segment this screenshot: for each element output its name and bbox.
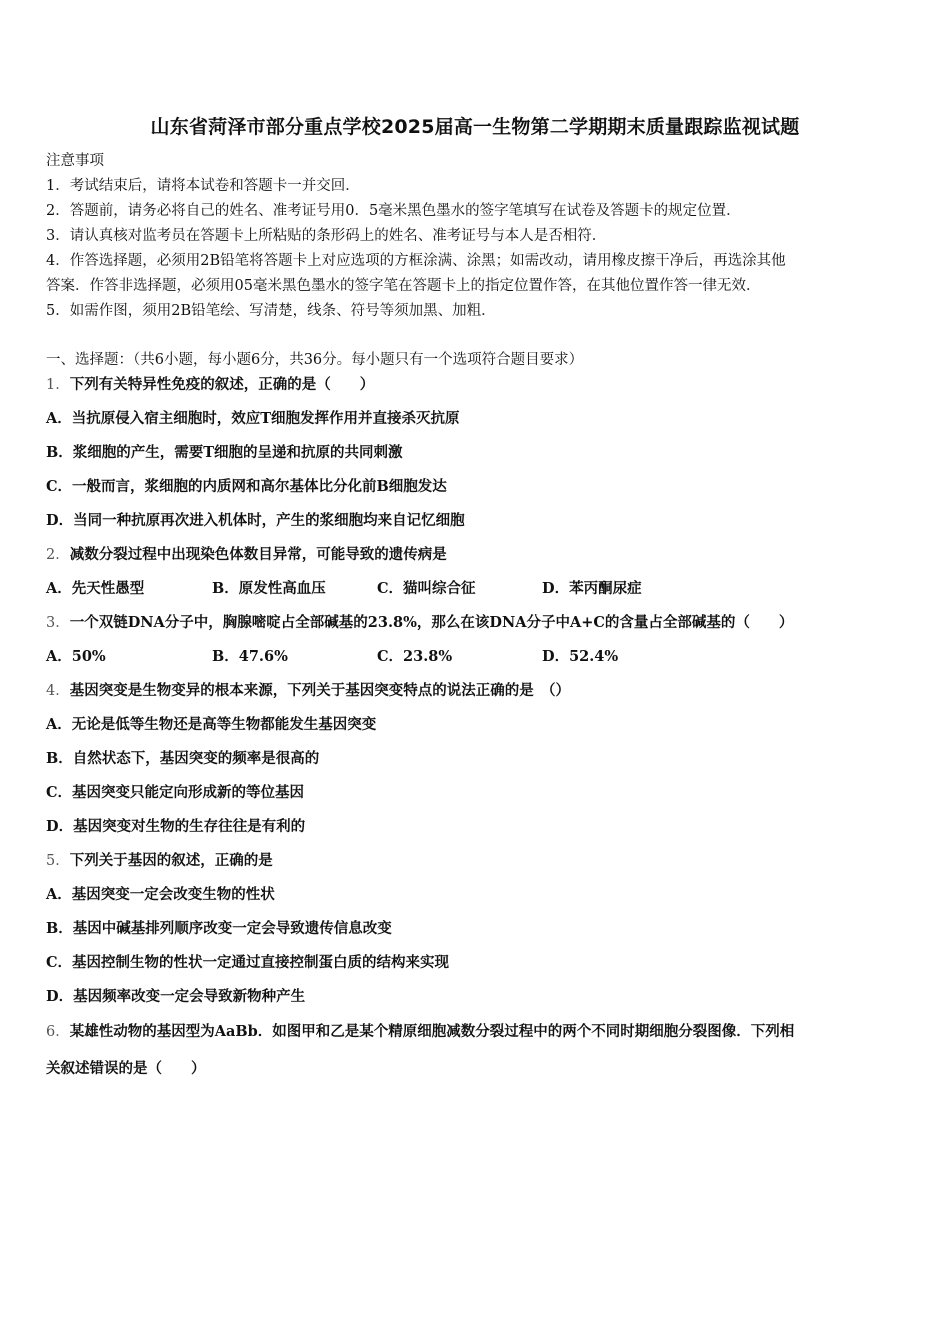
option: B．原发性高血压	[212, 580, 326, 597]
question-4	[46, 682, 570, 700]
question-number: 1．	[46, 377, 70, 393]
option: A．50%	[46, 648, 106, 665]
option: D．基因突变对生物的生存往往是有利的	[46, 818, 306, 835]
question-6	[46, 1023, 794, 1041]
notice-item: 3．请认真核对监考员在答题卡上所粘贴的条形码上的姓名、准考证号与本人是否相符．	[46, 228, 607, 244]
option: B．自然状态下，基因突变的频率是很高的	[46, 750, 320, 767]
option: C．23.8%	[377, 648, 453, 665]
question-2	[46, 546, 447, 564]
question-stem: 一个双链DNA分子中，胸腺嘧啶占全部碱基的23.8%，那么在该DNA分子中A+C的含量占全部碱基的（ ）	[69, 614, 794, 631]
question-stem: 某雄性动物的基因型为AaBb．如图甲和乙是某个精原细胞减数分裂过程中的两个不同时期细胞分裂图像．下列相	[69, 1023, 795, 1040]
question-stem: 减数分裂过程中出现染色体数目异常，可能导致的遗传病是	[69, 546, 447, 563]
option: D．当同一种抗原再次进入机体时，产生的浆细胞均来自记忆细胞	[46, 512, 465, 529]
question-number: 2．	[46, 547, 70, 563]
option: C．基因突变只能定向形成新的等位基因	[46, 784, 305, 801]
question-3	[46, 614, 793, 632]
question-stem-continued: 关叙述错误的是（ ）	[46, 1060, 206, 1077]
notice-heading: 注意事项	[46, 153, 104, 169]
notice-item: 1．考试结束后，请将本试卷和答题卡一并交回．	[46, 178, 360, 194]
option: D．基因频率改变一定会导致新物种产生	[46, 988, 306, 1005]
options-row	[46, 648, 906, 666]
option: C．基因控制生物的性状一定通过直接控制蛋白质的结构来实现	[46, 954, 450, 971]
question-number: 4．	[46, 683, 70, 699]
question-stem: 下列关于基因的叙述，正确的是	[69, 852, 273, 869]
options-row	[46, 580, 906, 598]
option: B．47.6%	[212, 648, 288, 665]
question-number: 5．	[46, 853, 70, 869]
option: A．先天性愚型	[46, 580, 145, 597]
option: D．苯丙酮尿症	[542, 580, 642, 597]
option: C．一般而言，浆细胞的内质网和高尔基体比分化前B细胞发达	[46, 478, 447, 495]
question-number: 3．	[46, 615, 70, 631]
question-1	[46, 376, 374, 394]
option: C．猫叫综合征	[377, 580, 476, 597]
page-title: 山东省菏泽市部分重点学校2025届高一生物第二学期期末质量跟踪监视试题	[150, 116, 800, 138]
question-number: 6．	[46, 1024, 70, 1040]
notice-item: 2．答题前，请务必将自己的姓名、准考证号用0．5毫米黑色墨水的签字笔填写在试卷及答题卡的规定位置．	[46, 203, 741, 219]
question-stem: 下列有关特异性免疫的叙述，正确的是（ ）	[69, 376, 375, 393]
question-5	[46, 852, 273, 870]
option: B．基因中碱基排列顺序改变一定会导致遗传信息改变	[46, 920, 392, 937]
notice-item: 5．如需作图，须用2B铅笔绘、写清楚，线条、符号等须加黑、加粗．	[46, 303, 496, 319]
option: A．基因突变一定会改变生物的性状	[46, 886, 275, 903]
option: A．无论是低等生物还是高等生物都能发生基因突变	[46, 716, 377, 733]
notice-item: 答案．作答非选择题，必须用05毫米黑色墨水的签字笔在答题卡上的指定位置作答，在其他位置作答一律无效．	[46, 278, 761, 294]
section-heading: 一、选择题：（共6小题，每小题6分，共36分。每小题只有一个选项符合题目要求）	[46, 352, 584, 368]
option: A．当抗原侵入宿主细胞时，效应T细胞发挥作用并直接杀灭抗原	[46, 410, 460, 427]
option: B．浆细胞的产生，需要T细胞的呈递和抗原的共同刺激	[46, 444, 403, 461]
notice-item: 4．作答选择题，必须用2B铅笔将答题卡上对应选项的方框涂满、涂黑；如需改动，请用橡皮擦干净后，再选涂其他	[46, 253, 786, 269]
option: D．52.4%	[542, 648, 619, 665]
question-stem: 基因突变是生物变异的根本来源，下列关于基因突变特点的说法正确的是 （）	[69, 682, 570, 699]
